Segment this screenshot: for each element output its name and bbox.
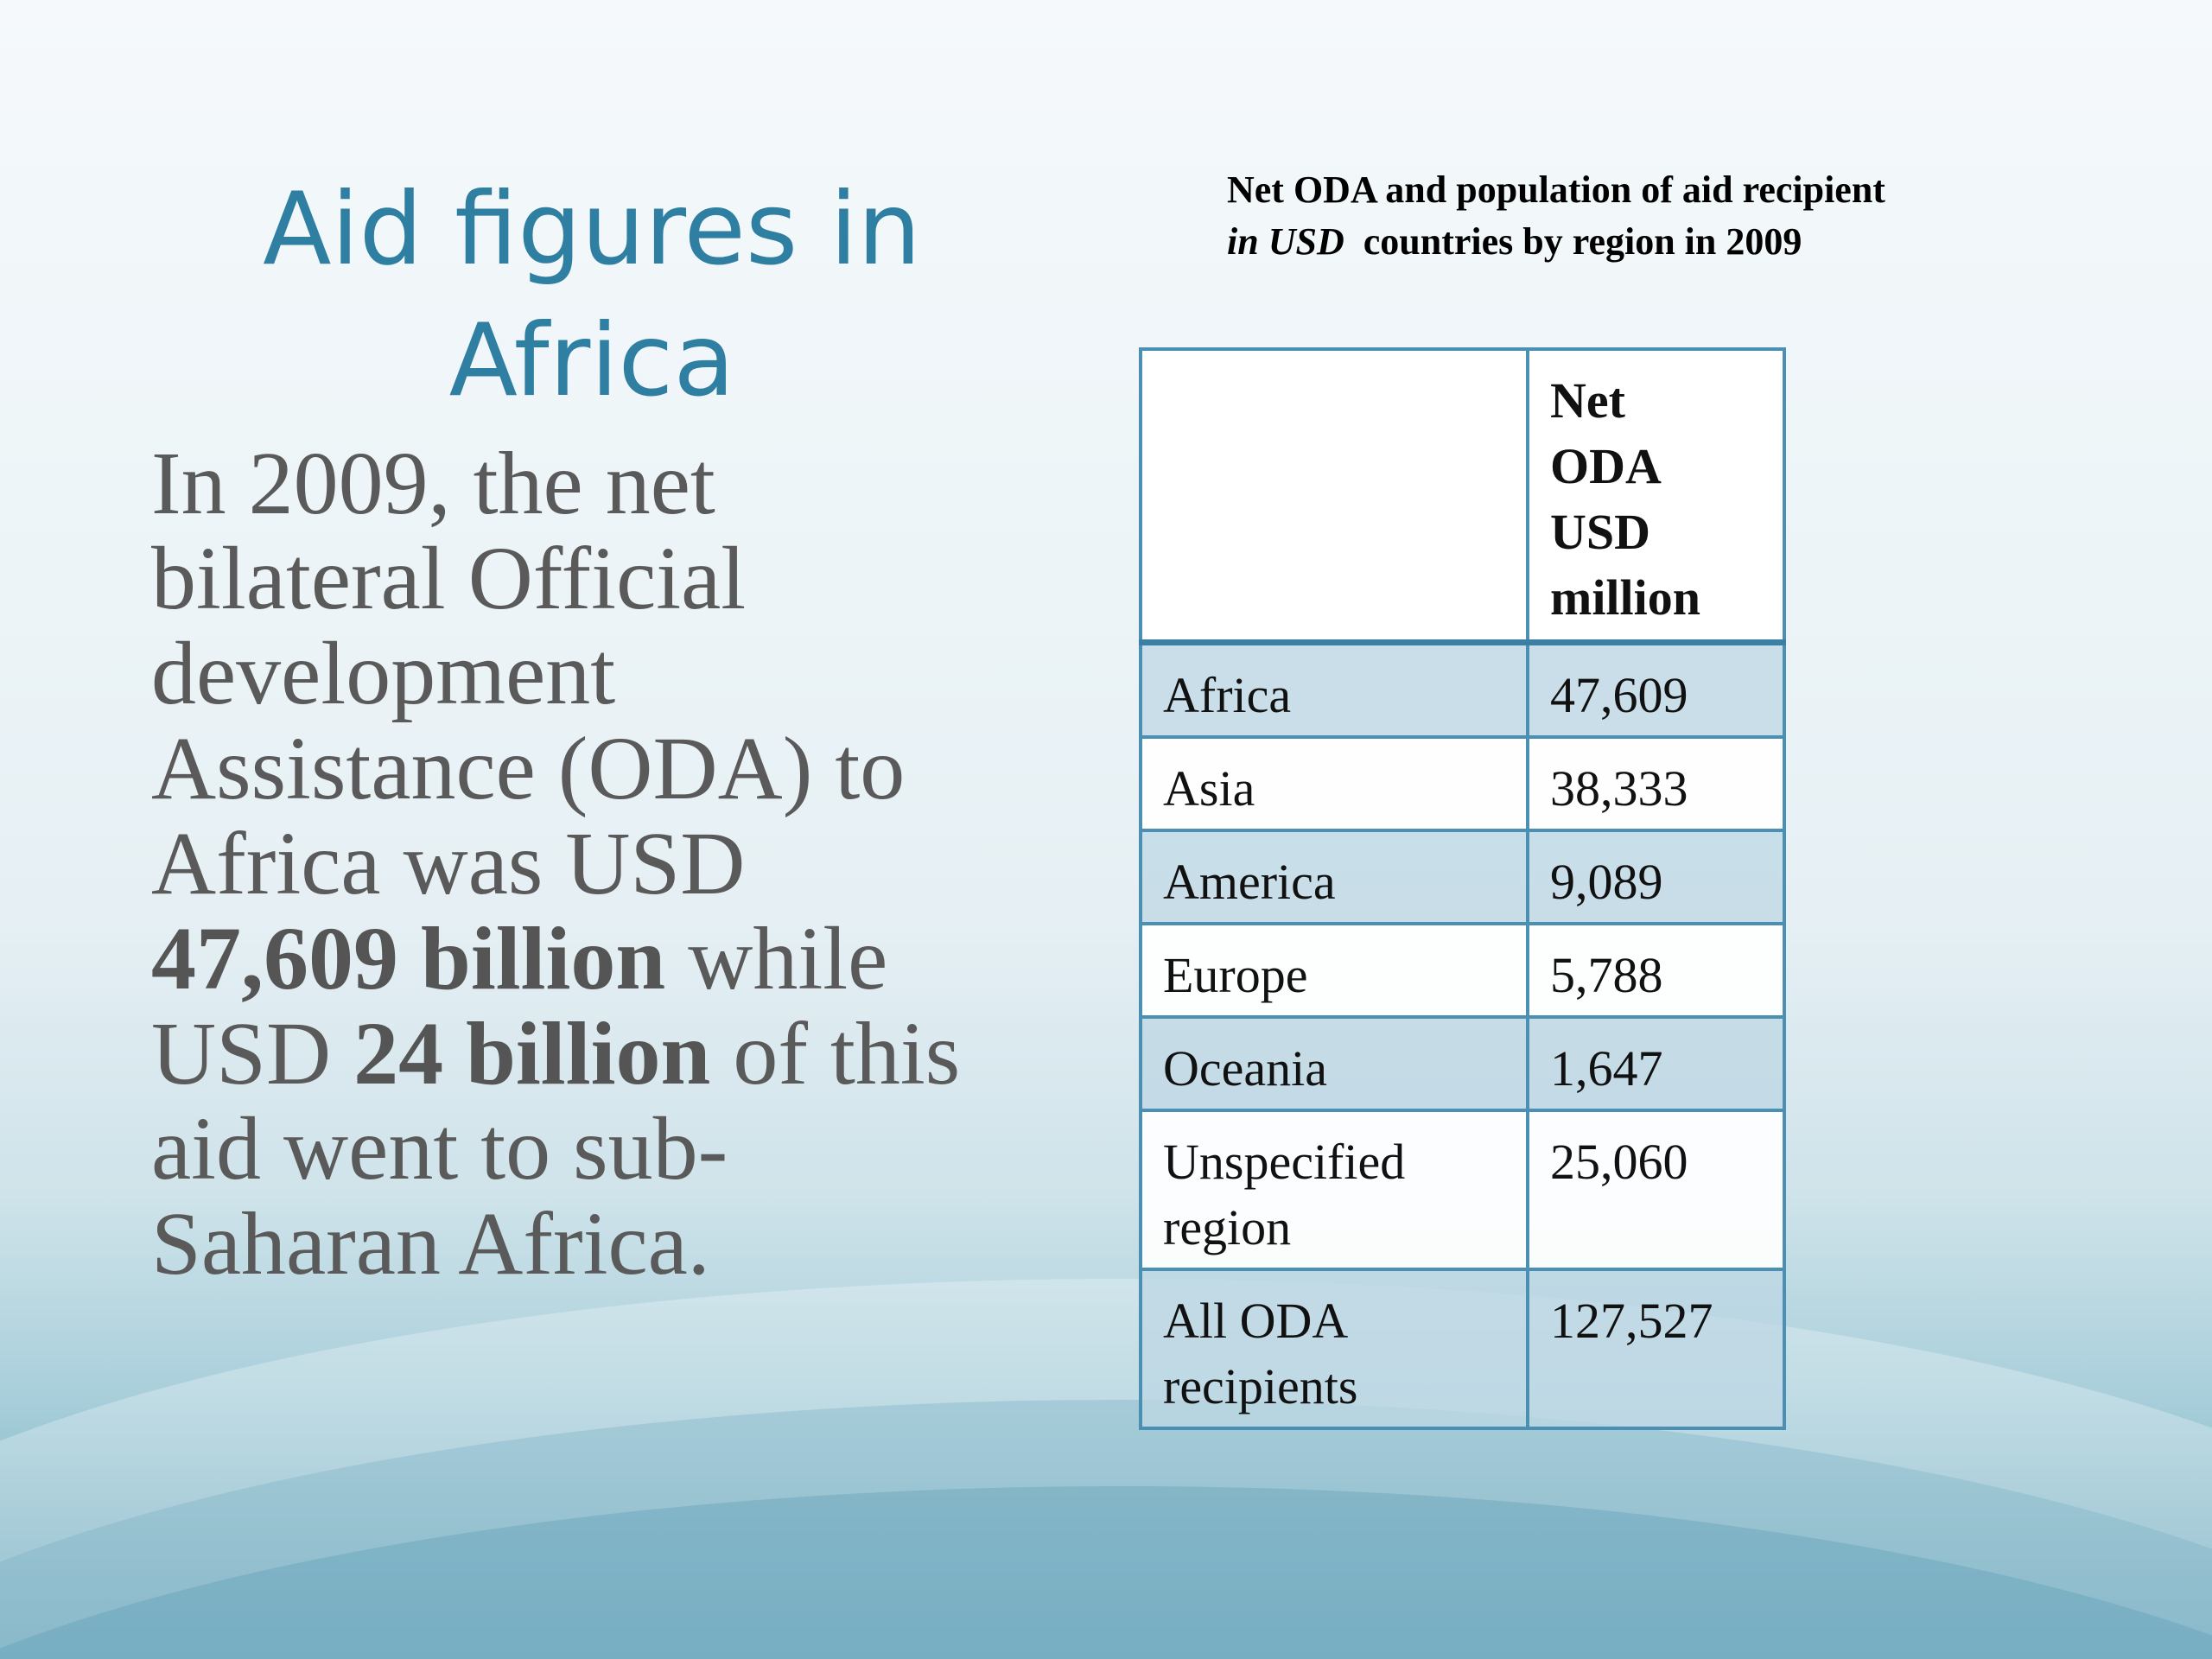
table-row <box>1141 643 1784 738</box>
slide-title-line1: Aid figures in <box>263 171 921 288</box>
oda-table <box>1139 347 1786 1430</box>
value-cell: 25,060 <box>1528 1110 1784 1269</box>
header-value-cell <box>1528 349 1784 643</box>
caption-unit: in USD <box>1227 220 1344 263</box>
table-row <box>1141 1269 1784 1428</box>
table-header-row <box>1141 349 1784 643</box>
body-line: development <box>151 624 616 723</box>
body-line: In 2009, the net <box>151 434 715 533</box>
value-cell: 5,788 <box>1528 924 1784 1017</box>
region-text: All ODA <box>1163 1293 1349 1349</box>
region-text: region <box>1163 1199 1292 1255</box>
value-cell: 9,089 <box>1528 830 1784 924</box>
header-text: ODA <box>1550 438 1662 494</box>
region-cell <box>1141 1110 1528 1269</box>
caption-line1: Net ODA and population of aid recipient <box>1227 168 1885 211</box>
slide-body-text <box>151 436 1067 1292</box>
region-cell: Oceania <box>1141 1017 1528 1110</box>
region-cell: Asia <box>1141 737 1528 830</box>
slide-title-line2: Africa <box>448 302 735 419</box>
header-text: USD <box>1550 504 1651 560</box>
body-line: of this <box>710 1004 961 1103</box>
body-line: while <box>665 909 888 1008</box>
header-region-cell <box>1141 349 1528 643</box>
value-cell: 47,609 <box>1528 643 1784 738</box>
region-cell: Europe <box>1141 924 1528 1017</box>
header-text: Net <box>1550 372 1625 429</box>
body-line: USD <box>151 1004 354 1103</box>
region-text: Unspecified <box>1163 1134 1406 1190</box>
table-row <box>1141 924 1784 1017</box>
body-line: aid went to sub- <box>151 1099 728 1198</box>
table-row <box>1141 830 1784 924</box>
region-cell <box>1141 1269 1528 1428</box>
body-line: Africa was USD <box>151 814 746 913</box>
body-emphasis-subsaharan: 24 billion <box>353 1004 711 1103</box>
table-row <box>1141 1017 1784 1110</box>
header-text: million <box>1550 569 1701 626</box>
body-line: Saharan Africa. <box>151 1194 710 1294</box>
value-cell: 1,647 <box>1528 1017 1784 1110</box>
region-cell: Africa <box>1141 643 1528 738</box>
value-cell: 38,333 <box>1528 737 1784 830</box>
region-text: recipients <box>1163 1358 1358 1414</box>
body-line: Assistance (ODA) to <box>151 719 906 818</box>
table-row <box>1141 1110 1784 1269</box>
table-caption <box>1227 164 2091 268</box>
value-cell: 127,527 <box>1528 1269 1784 1428</box>
body-emphasis-africa-oda: 47,609 billion <box>151 909 666 1008</box>
region-cell: America <box>1141 830 1528 924</box>
slide-title <box>147 164 1037 427</box>
caption-line2: countries by region in 2009 <box>1344 220 1802 263</box>
body-line: bilateral Official <box>151 529 747 628</box>
table-row <box>1141 737 1784 830</box>
